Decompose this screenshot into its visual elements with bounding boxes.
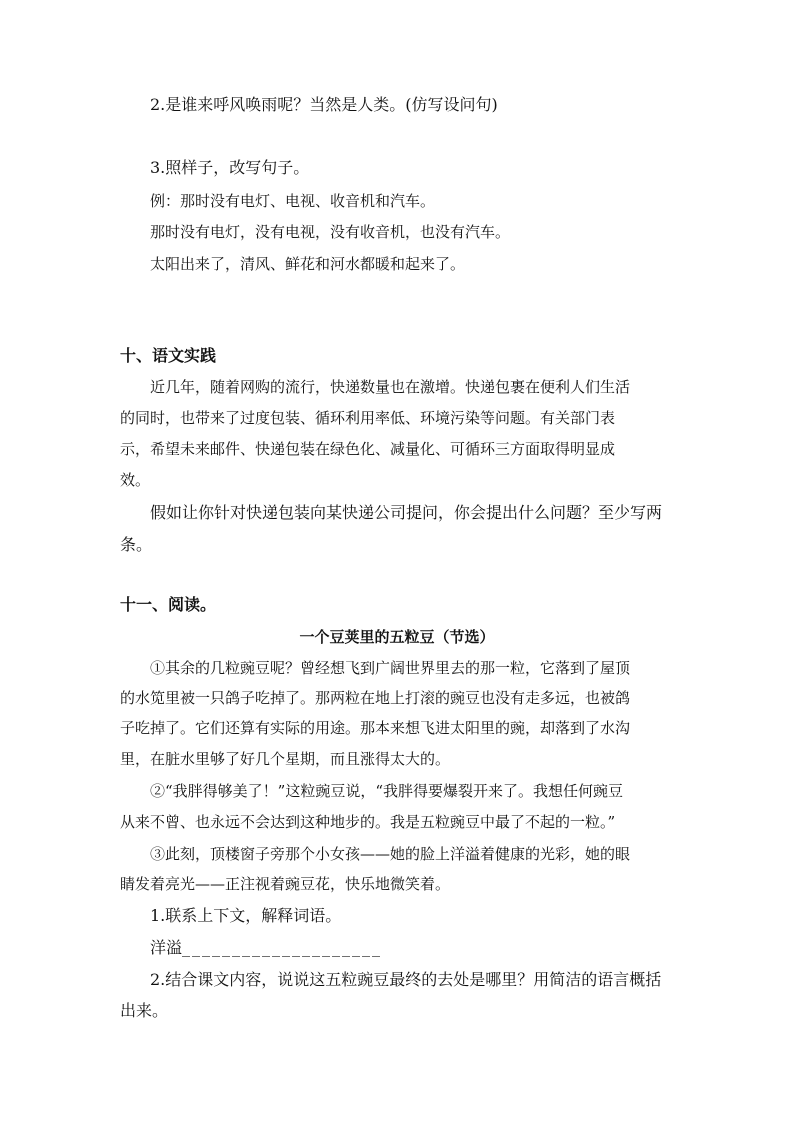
- answer-line-yangyi[interactable]: [150, 940, 382, 956]
- paragraph-line: 示，希望未来邮件、快递包装在绿色化、减量化、可循环三方面取得明显成: [120, 440, 616, 458]
- reading-line: ①其余的几粒豌豆呢？曾经想飞到广阔世界里去的那一粒，它落到了屋顶: [150, 659, 631, 677]
- question-3-instruction: 3.照样子，改写句子。: [150, 158, 310, 177]
- reading-question-2: 2.结合课文内容，说说这五粒豌豆最终的去处是哪里？用简洁的语言概括: [150, 970, 662, 989]
- answer-blank[interactable]: ____________________: [182, 938, 383, 957]
- reading-line: 的水笕里被一只鸽子吃掉了。那两粒在地上打滚的豌豆也没有走多远，也被鸽: [120, 689, 631, 707]
- vocab-word: 洋溢: [150, 938, 183, 957]
- paragraph-line: 近几年，随着网购的流行，快递数量也在激增。快递包裹在便利人们生活: [150, 378, 631, 396]
- reading-question-2-cont: 出来。: [120, 1001, 169, 1020]
- reading-line: 子吃掉了。它们还算有实际的用途。那本来想飞进太阳里的豌，却落到了水沟: [120, 719, 631, 737]
- reading-line: 睛发着亮光——正注视着豌豆花，快乐地微笑着。: [120, 875, 451, 893]
- reading-line: 从来不曾、也永远不会达到这种地步的。我是五粒豌豆中最了不起的一粒。”: [120, 813, 616, 831]
- reading-line: 里，在脏水里够了好几个星期，而且涨得太大的。: [120, 750, 451, 768]
- practice-question-line: 假如让你针对快递包装向某快递公司提问，你会提出什么问题？至少写两: [150, 503, 663, 522]
- reading-line: ③此刻，顶楼窗子旁那个小女孩——她的脸上洋溢着健康的光彩，她的眼: [150, 845, 631, 863]
- reading-question-1: 1.联系上下文，解释词语。: [150, 906, 342, 925]
- reading-title: 一个豆荚里的五粒豆（节选）: [299, 628, 495, 646]
- example-line-1: 例：那时没有电灯、电视、收音机和汽车。: [150, 192, 436, 210]
- question-2-rewrite: 2.是谁来呼风唤雨呢？当然是人类。(仿写设问句): [150, 95, 498, 114]
- practice-question-line: 条。: [120, 535, 153, 554]
- example-line-3: 太阳出来了，清风、鲜花和河水都暖和起来了。: [150, 255, 466, 273]
- section-eleven-heading: 十一、阅读。: [120, 595, 217, 614]
- section-ten-heading: 十、语文实践: [120, 346, 217, 365]
- example-line-2: 那时没有电灯，没有电视，没有收音机，也没有汽车。: [150, 223, 511, 241]
- paragraph-line: 效。: [120, 471, 151, 489]
- reading-line: ②“我胖得够美了！”这粒豌豆说，“我胖得要爆裂开来了。我想任何豌豆: [150, 782, 624, 800]
- paragraph-line: 的同时，也带来了过度包装、循环利用率低、环境污染等问题。有关部门表: [120, 409, 616, 427]
